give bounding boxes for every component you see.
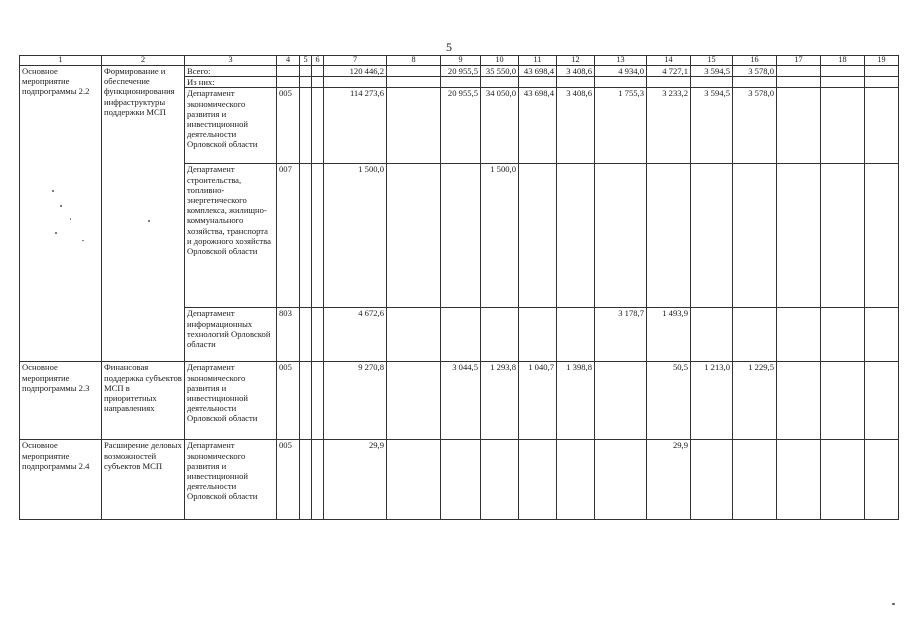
activity-description: Расширение деловых возможностей субъектов МСП — [102, 440, 185, 520]
value-cell: 4 934,0 — [595, 66, 647, 77]
value-cell — [647, 164, 691, 308]
empty-cell — [300, 440, 312, 520]
activity-description: Финансовая поддержка субъектов МСП в приоритетных направлениях — [102, 362, 185, 440]
value-cell — [387, 308, 441, 362]
empty-cell — [312, 88, 324, 164]
column-header: 17 — [777, 56, 821, 66]
column-header: 6 — [312, 56, 324, 66]
value-cell — [519, 308, 557, 362]
value-cell: 50,5 — [647, 362, 691, 440]
scan-speck — [892, 603, 895, 605]
value-cell — [733, 308, 777, 362]
column-header: 1 — [20, 56, 102, 66]
header-row — [20, 56, 899, 66]
empty-cell — [821, 362, 865, 440]
value-cell: 3 233,2 — [647, 88, 691, 164]
column-header: 13 — [595, 56, 647, 66]
empty-cell — [865, 66, 899, 77]
column-header: 19 — [865, 56, 899, 66]
empty-cell — [387, 77, 441, 88]
code-cell: 803 — [277, 308, 300, 362]
value-cell — [595, 164, 647, 308]
value-cell — [387, 164, 441, 308]
code-cell — [277, 66, 300, 77]
code-cell: 005 — [277, 440, 300, 520]
value-cell — [441, 164, 481, 308]
value-cell: 3 594,5 — [691, 66, 733, 77]
empty-cell — [821, 440, 865, 520]
value-cell — [557, 308, 595, 362]
empty-cell — [300, 88, 312, 164]
empty-cell — [821, 88, 865, 164]
column-header: 18 — [821, 56, 865, 66]
value-cell: 1 755,3 — [595, 88, 647, 164]
value-cell: 3 408,6 — [557, 66, 595, 77]
code-cell: 005 — [277, 362, 300, 440]
empty-cell — [821, 164, 865, 308]
table-row — [20, 66, 899, 77]
value-cell: 1 213,0 — [691, 362, 733, 440]
empty-cell — [595, 77, 647, 88]
value-cell: 3 408,6 — [557, 88, 595, 164]
executor-cell: Из них: — [185, 77, 277, 88]
value-cell — [519, 164, 557, 308]
value-cell — [733, 440, 777, 520]
empty-cell — [777, 362, 821, 440]
scan-speck — [52, 190, 54, 192]
empty-cell — [733, 77, 777, 88]
column-header: 14 — [647, 56, 691, 66]
column-header: 15 — [691, 56, 733, 66]
code-cell — [277, 77, 300, 88]
value-cell — [595, 440, 647, 520]
activity-name: Основное мероприятие подпрограммы 2.3 — [20, 362, 102, 440]
value-cell — [387, 66, 441, 77]
value-cell: 1 229,5 — [733, 362, 777, 440]
value-cell: 3 044,5 — [441, 362, 481, 440]
value-cell: 20 955,5 — [441, 88, 481, 164]
value-cell: 43 698,4 — [519, 66, 557, 77]
value-cell — [387, 440, 441, 520]
value-cell — [691, 164, 733, 308]
column-header: 10 — [481, 56, 519, 66]
empty-cell — [312, 164, 324, 308]
empty-cell — [441, 77, 481, 88]
value-cell: 34 050,0 — [481, 88, 519, 164]
empty-cell — [777, 440, 821, 520]
empty-cell — [312, 66, 324, 77]
value-cell — [387, 362, 441, 440]
value-cell — [441, 308, 481, 362]
empty-cell — [865, 308, 899, 362]
executor-cell: Всего: — [185, 66, 277, 77]
empty-cell — [691, 77, 733, 88]
executor-cell: Департамент информационных технологий Орловской области — [185, 308, 277, 362]
empty-cell — [300, 66, 312, 77]
value-cell: 20 955,5 — [441, 66, 481, 77]
column-header: 4 — [277, 56, 300, 66]
value-cell: 114 273,6 — [324, 88, 387, 164]
value-cell: 1 493,9 — [647, 308, 691, 362]
value-cell: 29,9 — [647, 440, 691, 520]
empty-cell — [300, 164, 312, 308]
column-header: 2 — [102, 56, 185, 66]
empty-cell — [777, 308, 821, 362]
executor-cell: Департамент экономического развития и инвестиционной деятельности Орловской области — [185, 88, 277, 164]
value-cell: 35 550,0 — [481, 66, 519, 77]
empty-cell — [865, 88, 899, 164]
value-cell: 3 594,5 — [691, 88, 733, 164]
empty-cell — [519, 77, 557, 88]
value-cell — [387, 88, 441, 164]
empty-cell — [865, 362, 899, 440]
value-cell — [481, 308, 519, 362]
code-cell: 007 — [277, 164, 300, 308]
scan-speck — [55, 232, 57, 234]
code-cell: 005 — [277, 88, 300, 164]
value-cell — [441, 440, 481, 520]
column-header: 5 — [300, 56, 312, 66]
value-cell — [691, 440, 733, 520]
column-header: 3 — [185, 56, 277, 66]
column-header: 9 — [441, 56, 481, 66]
value-cell: 4 672,6 — [324, 308, 387, 362]
scan-speck — [82, 240, 84, 241]
value-cell: 1 398,8 — [557, 362, 595, 440]
activity-name: Основное мероприятие подпрограммы 2.2 — [20, 66, 102, 362]
empty-cell — [777, 164, 821, 308]
value-cell: 3 178,7 — [595, 308, 647, 362]
empty-cell — [312, 440, 324, 520]
table-row — [20, 440, 899, 520]
scan-speck — [60, 205, 62, 207]
value-cell: 3 578,0 — [733, 88, 777, 164]
empty-cell — [312, 362, 324, 440]
value-cell: 1 500,0 — [324, 164, 387, 308]
value-cell — [595, 362, 647, 440]
empty-cell — [821, 77, 865, 88]
column-header: 7 — [324, 56, 387, 66]
executor-cell: Департамент строительства, топливно-энергетического комплекса, жилищно-коммунального хозяйства, транспорта и дорожного хозяйства Орловской области — [185, 164, 277, 308]
empty-cell — [557, 77, 595, 88]
empty-cell — [865, 164, 899, 308]
value-cell: 1 040,7 — [519, 362, 557, 440]
value-cell: 4 727,1 — [647, 66, 691, 77]
page-number: 5 — [446, 40, 452, 54]
table-row — [20, 362, 899, 440]
value-cell: 43 698,4 — [519, 88, 557, 164]
activity-description: Формирование и обеспечение функционирования инфраструктуры поддержки МСП — [102, 66, 185, 362]
empty-cell — [312, 308, 324, 362]
empty-cell — [300, 362, 312, 440]
empty-cell — [481, 77, 519, 88]
scan-speck — [70, 218, 71, 220]
empty-cell — [777, 66, 821, 77]
value-cell — [557, 440, 595, 520]
empty-cell — [300, 308, 312, 362]
column-header: 11 — [519, 56, 557, 66]
empty-cell — [821, 66, 865, 77]
budget-table — [19, 55, 899, 520]
empty-cell — [777, 77, 821, 88]
value-cell — [691, 308, 733, 362]
value-cell — [733, 164, 777, 308]
empty-cell — [300, 77, 312, 88]
executor-cell: Департамент экономического развития и инвестиционной деятельности Орловской области — [185, 362, 277, 440]
value-cell: 1 293,8 — [481, 362, 519, 440]
column-header: 12 — [557, 56, 595, 66]
empty-cell — [865, 440, 899, 520]
empty-cell — [647, 77, 691, 88]
value-cell — [519, 440, 557, 520]
value-cell: 1 500,0 — [481, 164, 519, 308]
value-cell: 3 578,0 — [733, 66, 777, 77]
empty-cell — [312, 77, 324, 88]
value-cell — [481, 440, 519, 520]
column-header: 16 — [733, 56, 777, 66]
empty-cell — [324, 77, 387, 88]
value-cell — [557, 164, 595, 308]
value-cell: 29,9 — [324, 440, 387, 520]
column-header: 8 — [387, 56, 441, 66]
executor-cell: Департамент экономического развития и инвестиционной деятельности Орловской области — [185, 440, 277, 520]
value-cell: 9 270,8 — [324, 362, 387, 440]
empty-cell — [865, 77, 899, 88]
value-cell: 120 446,2 — [324, 66, 387, 77]
activity-name: Основное мероприятие подпрограммы 2.4 — [20, 440, 102, 520]
scan-speck — [148, 220, 150, 222]
empty-cell — [777, 88, 821, 164]
empty-cell — [821, 308, 865, 362]
